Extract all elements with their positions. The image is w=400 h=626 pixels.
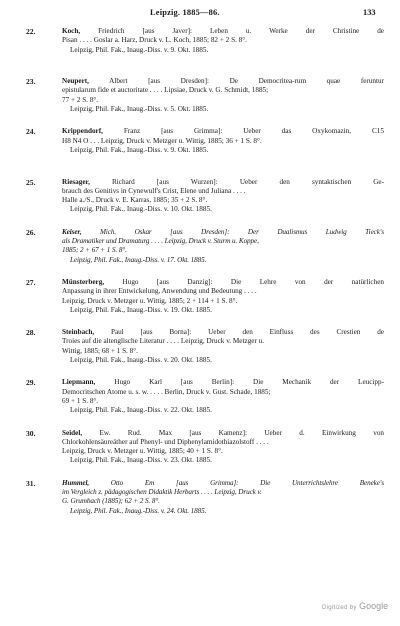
entry-line: Paul [aus Borna]: Ueber den Einfluss des Crestien de [110, 328, 384, 337]
entry-line: Friedrich [aus Javer]: Leben u. Werke der Christine de [98, 27, 384, 35]
entry-line: Leipzig, Phil. Fak., Inaug.-Diss. v. 17. Okt. 1885. [70, 255, 207, 264]
list-item [0, 228, 400, 278]
page-number: 133 [363, 8, 376, 17]
entry-line: Leipzig, Phil. Fak., Inaug.-Diss. v. 22. Okt. 1885. [70, 406, 212, 415]
watermark-brand: Google [359, 601, 389, 611]
entry-number: 30. [26, 428, 36, 438]
author-name: Riesager, [62, 177, 90, 186]
list-item [0, 127, 400, 177]
list-item [0, 77, 400, 127]
running-title: Leipzig. 1885—86. [150, 8, 220, 17]
entry-line: Leipzig, Phil. Fak., Inaug.-Diss. v. 9. Okt. 1885. [70, 145, 209, 154]
entry-line: Wittig, 1885; 68 + 1 S. 8°. [62, 346, 138, 355]
entry-line: Ew. Rud. Max [aus Kamenz]: Ueber d. Einwirkung von [99, 428, 384, 437]
entry-line: Leipzig, Phil. Fak., Inaug.-Diss. v. 5. Okt. 1885. [70, 105, 209, 114]
page-header [0, 8, 400, 22]
entry-line: Pisan . . . . Goslar a. Harz, Druck v. L. Koch, 1885; 82 + 2 S. 8°. [62, 36, 247, 45]
list-item [0, 328, 400, 378]
entry-line: Franz [aus Grimma]: Ueber das Oxykomazin, C15 [123, 127, 384, 136]
entry-line: Democritschen Atome u. s. w. . . . . Berlin, Druck v. Gust. Schade, 1885; [62, 387, 271, 396]
entry-line: Troies auf die altenglische Literatur . . . . Leipzig, Druck v. Metzger u. [62, 337, 265, 346]
entry-line: Anpassung in ihrer Entwickelung, Anwendung und Bedeutung . . . . [62, 287, 257, 296]
author-name: Liepmann, [62, 378, 96, 387]
entry-number: 22. [26, 27, 36, 36]
entry-line: im Vergleich z. pädagogischen Didaktik Herbarts . . . . Leipzig, Druck v. [62, 487, 262, 496]
author-name: Keiser, [62, 227, 82, 236]
entry-number: 29. [26, 378, 36, 388]
entry-line: Chlorkohlensäureäther auf Phenyl- und Diphenylamidothiazolstoff . . . . [62, 437, 269, 446]
entry-line: H8 N4 O . . . Leipzig, Druck v. Metzger u. Wittig, 1885; 36 + 1 S. 8°. [62, 136, 262, 145]
entry-line: Hugo Karl [aus Berlin]: Die Mechanik der Leucipp- [114, 378, 384, 387]
entry-list [0, 27, 400, 529]
entry-line: brauch des Genitivs in Cynewulf's Crist, Elene und Juliana . . . . [62, 186, 246, 195]
entry-number: 27. [26, 277, 36, 287]
author-name: Steinbach, [62, 328, 95, 337]
entry-line: Leipzig, Phil. Fak., Inaug.-Diss. v. 9. Okt. 1885. [70, 45, 209, 54]
author-name: Münsterberg, [62, 277, 105, 286]
author-name: Krippendorf, [62, 127, 103, 136]
list-item [0, 429, 400, 479]
entry-number: 26. [26, 227, 36, 237]
list-item [0, 278, 400, 328]
entry-line: 1885; 2 + 67 + 1 S. 8°. [62, 246, 127, 255]
entry-line: Halle a./S., Druck v. E. Karras, 1885; 35 + 2 S. 8°. [62, 196, 208, 205]
entry-number: 25. [26, 177, 36, 187]
entry-line: Hugo [aus Danzig]: Die Lehre von der natürlichen [122, 277, 384, 286]
entry-line: Leipzig, Phil. Fak., Inaug.-Diss. v. 10. Okt. 1885. [70, 205, 212, 214]
entry-line: epistularum fide et auctoritate . . . . Lipsiae, Druck v. G. Schmidt, 1885; [62, 86, 269, 95]
author-name: Hummel, [62, 478, 90, 487]
entry-number: 24. [26, 127, 36, 137]
entry-line: 77 + 2 S. 8°. [62, 95, 99, 104]
entry-line: Leipzig, Phil. Fak., Inaug.-Diss. v. 23. Okt. 1885. [70, 456, 212, 465]
entry-line: Richard [aus Wurzen]: Ueber den syntaktischen Ge- [112, 177, 384, 186]
entry-line: Leipzig, Phil. Fak., Inaug.-Diss. v. 20. Okt. 1885. [70, 356, 212, 365]
entry-line: 69 + 1 S. 8°. [62, 396, 99, 405]
entry-line: Leipzig, Phil. Fak., Inaug.-Diss. v. 19. Okt. 1885. [70, 305, 212, 314]
list-item [0, 378, 400, 428]
entry-line: Albert [aus Dresden]: De Democritea-rum quae feruntur [109, 77, 384, 86]
list-item [0, 178, 400, 228]
entry-line: Leipzig, Phil. Fak., Inaug.-Diss. v. 24. Okt. 1885. [70, 506, 207, 515]
entry-line: Leipzig, Druck v. Metzger u. Wittig, 1885; 2 + 114 + 1 S. 8°. [62, 296, 238, 305]
entry-line: Otto Em [aus Grimma]: Die Unterrichtslehre Beneke's [110, 478, 384, 487]
list-item [0, 479, 400, 529]
list-item [0, 27, 400, 77]
google-watermark [322, 601, 388, 611]
entry-number: 31. [26, 478, 36, 488]
watermark-prefix: Digitized by [322, 605, 357, 611]
author-name: Seidel, [62, 428, 83, 437]
entry-line: Mich. Oskar [aus Dresden]: Der Dualismus Ludwig Tieck's [99, 227, 384, 236]
author-name: Neupert, [62, 77, 89, 86]
entry-line: G. Grumbach (1885); 62 + 2 S. 8°. [62, 497, 160, 506]
entry-number: 28. [26, 328, 36, 338]
entry-line: als Dramatiker und Dramaturg . . . . Leipzig, Druck v. Sturm u. Koppe, [62, 237, 259, 246]
author-name: Koch, [62, 27, 81, 35]
entry-line: Leipzig, Druck v. Metzger u. Wittig, 1885; 40 + 1 S. 8°. [62, 447, 223, 456]
entry-number: 23. [26, 77, 36, 87]
